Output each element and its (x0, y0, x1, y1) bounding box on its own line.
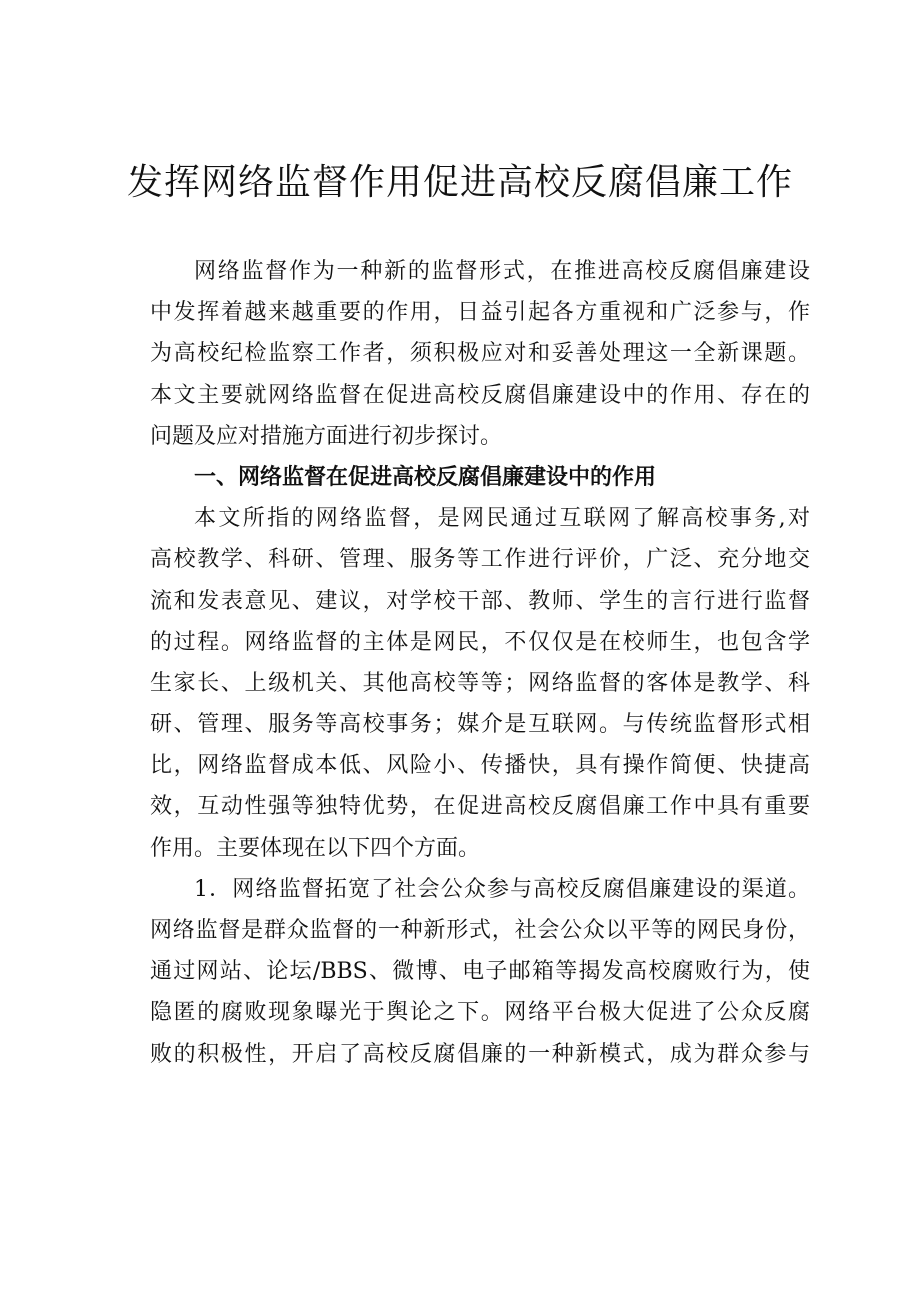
paragraph-2-line-8: 效，互动性强等独特优势，在促进高校反腐倡廉工作中具有重要 (150, 794, 810, 820)
paragraph-1-line-3: 为高校纪检监察工作者，须积极应对和妥善处理这一全新课题。 (150, 341, 810, 367)
paragraph-2-line-7: 比，网络监督成本低、风险小、传播快，具有操作简便、快捷高 (150, 753, 810, 779)
document-title: 发挥网络监督作用促进高校反腐倡廉工作 (126, 162, 793, 203)
paragraph-3-line-1: 1．网络监督拓宽了社会公众参与高校反腐倡廉建设的渠道。 (194, 876, 810, 902)
paragraph-2-line-3: 流和发表意见、建议，对学校干部、教师、学生的言行进行监督 (150, 588, 810, 614)
section-heading-1: 一、网络监督在促进高校反腐倡廉建设中的作用 (194, 464, 657, 490)
paragraph-2-line-5: 生家长、上级机关、其他高校等等；网络监督的客体是教学、科 (150, 670, 810, 696)
paragraph-3-line-3: 通过网站、论坛/BBS、微博、电子邮箱等揭发高校腐败行为，使 (150, 959, 810, 985)
document-body (150, 251, 810, 1075)
paragraph-2-line-9: 作用。主要体现在以下四个方面。 (150, 835, 481, 861)
paragraph-3-line-4: 隐匿的腐败现象曝光于舆论之下。网络平台极大促进了公众反腐 (150, 1000, 810, 1026)
paragraph-3-line-2: 网络监督是群众监督的一种新形式，社会公众以平等的网民身份， (150, 918, 810, 943)
paragraph-2-line-6: 研、管理、服务等高校事务；媒介是互联网。与传统监督形式相 (150, 712, 810, 738)
paragraph-1-line-4: 本文主要就网络监督在促进高校反腐倡廉建设中的作用、存在的 (150, 382, 810, 408)
paragraph-1-line-5: 问题及应对措施方面进行初步探讨。 (150, 423, 503, 449)
paragraph-2-line-4: 的过程。网络监督的主体是网民，不仅仅是在校师生，也包含学 (150, 629, 810, 655)
paragraph-2-line-1: 本文所指的网络监督，是网民通过互联网了解高校事务,对 (194, 506, 810, 532)
paragraph-1-line-1: 网络监督作为一种新的监督形式，在推进高校反腐倡廉建设 (194, 259, 810, 284)
paragraph-2-line-2: 高校教学、科研、管理、服务等工作进行评价，广泛、充分地交 (150, 547, 810, 573)
paragraph-1-line-2: 中发挥着越来越重要的作用，日益引起各方重视和广泛参与，作 (150, 300, 810, 326)
paragraph-3-line-5: 败的积极性，开启了高校反腐倡廉的一种新模式，成为群众参与 (150, 1041, 810, 1067)
